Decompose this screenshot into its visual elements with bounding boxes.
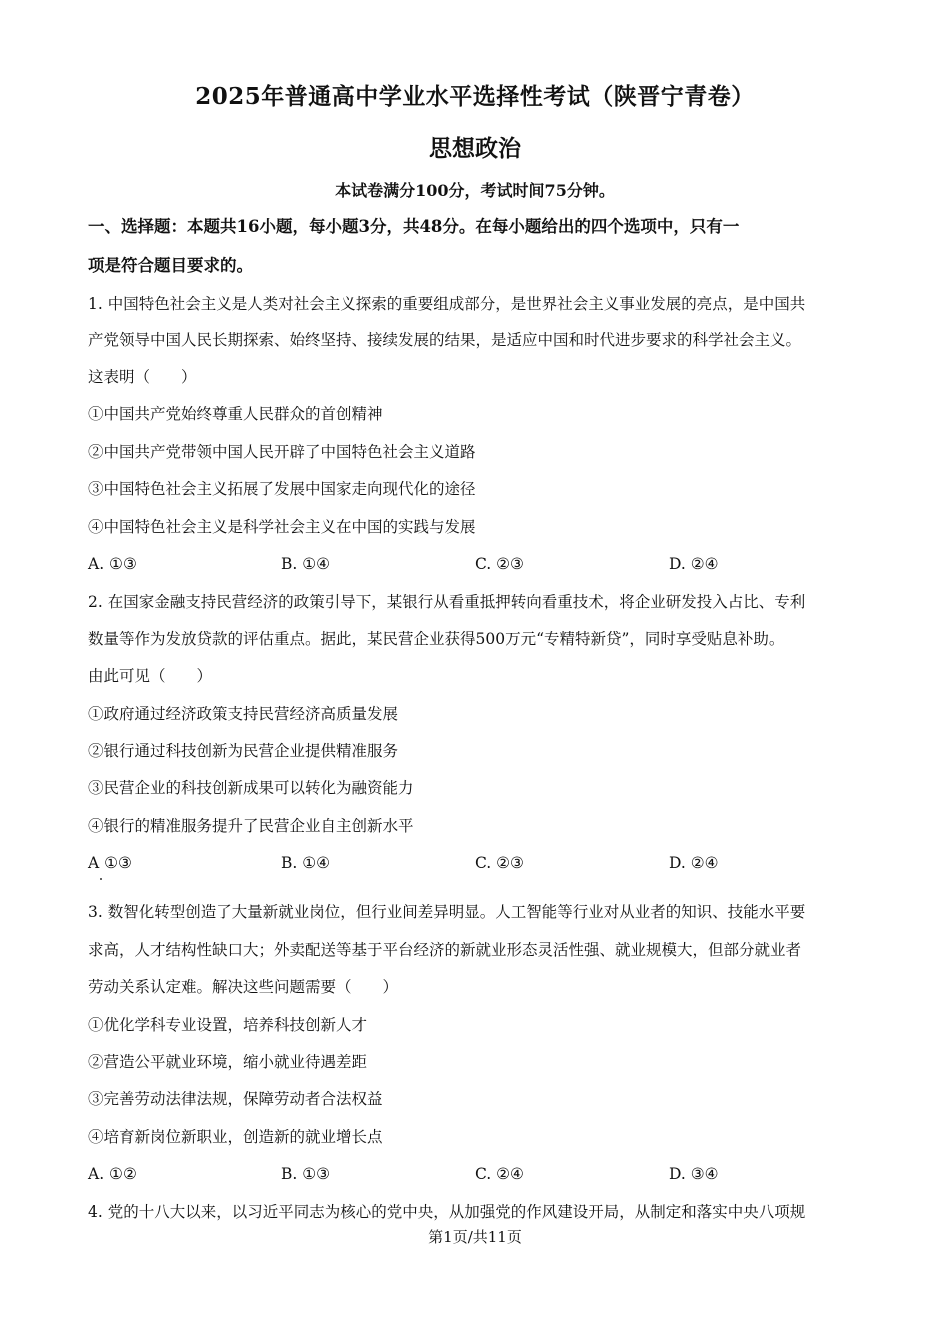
q3-option-a: A. ①② — [88, 1165, 137, 1183]
q3-options — [88, 1162, 868, 1186]
q3-item-2: ②营造公平就业环境，缩小就业待遇差距 — [88, 1053, 368, 1071]
q1-stem-line-3: 这表明（ ） — [88, 368, 197, 386]
q2-item-2: ②银行通过科技创新为民营企业提供精准服务 — [88, 742, 399, 760]
page-footer: 第1页/共11页 — [428, 1228, 522, 1246]
q1-item-3: ③中国特色社会主义拓展了发展中国家走向现代化的途径 — [88, 480, 476, 498]
q1-option-a: A. ①③ — [88, 555, 137, 573]
q1-option-b: B. ①④ — [281, 555, 331, 573]
q3-stem-line-3: 劳动关系认定难。解决这些问题需要（ ） — [88, 978, 399, 996]
q1-stem-line-1: 1. 中国特色社会主义是人类对社会主义探索的重要组成部分，是世界社会主义事业发展的亮点，是中国共 — [88, 295, 806, 313]
q1-item-4: ④中国特色社会主义是科学社会主义在中国的实践与发展 — [88, 518, 476, 536]
q3-item-3: ③完善劳动法律法规，保障劳动者合法权益 — [88, 1090, 383, 1108]
q3-stem-line-2: 求高，人才结构性缺口大；外卖配送等基于平台经济的新就业形态灵活性强、就业规模大，但部分就业者 — [88, 941, 802, 959]
q2-stem-line-1: 2. 在国家金融支持民营经济的政策引导下，某银行从看重抵押转向看重技术，将企业研发投入占比、专利 — [88, 593, 806, 611]
q3-option-c: C. ②④ — [475, 1165, 524, 1183]
q1-item-2: ②中国共产党带领中国人民开辟了中国特色社会主义道路 — [88, 443, 476, 461]
exam-note: 本试卷满分100分，考试时间75分钟。 — [335, 181, 615, 200]
q1-options — [88, 552, 868, 576]
stray-dot — [100, 878, 102, 880]
q2-option-b: B. ①④ — [281, 854, 331, 872]
q3-item-1: ①优化学科专业设置，培养科技创新人才 — [88, 1016, 368, 1034]
q2-item-3: ③民营企业的科技创新成果可以转化为融资能力 — [88, 779, 414, 797]
exam-title: 2025年普通高中学业水平选择性考试（陕晋宁青卷） — [195, 83, 755, 110]
q1-option-d: D. ②④ — [669, 555, 719, 573]
q2-item-1: ①政府通过经济政策支持民营经济高质量发展 — [88, 705, 399, 723]
section-instruction-line-2: 项是符合题目要求的。 — [88, 256, 253, 275]
q3-stem-line-1: 3. 数智化转型创造了大量新就业岗位，但行业间差异明显。人工智能等行业对从业者的知识、技能水平要 — [88, 903, 806, 921]
q4-stem-line-1: 4. 党的十八大以来，以习近平同志为核心的党中央，从加强党的作风建设开局，从制定和落实中央八项规 — [88, 1203, 806, 1221]
q3-option-b: B. ①③ — [281, 1165, 331, 1183]
q1-item-1: ①中国共产党始终尊重人民群众的首创精神 — [88, 405, 383, 423]
q1-stem-line-2: 产党领导中国人民长期探索、始终坚持、接续发展的结果，是适应中国和时代进步要求的科学社会主义。 — [88, 331, 802, 349]
q3-option-d: D. ③④ — [669, 1165, 719, 1183]
q2-stem-line-2: 数量等作为发放贷款的评估重点。据此，某民营企业获得500万元“专精特新贷”，同时享受贴息补助。 — [88, 630, 785, 648]
q2-option-d: D. ②④ — [669, 854, 719, 872]
q2-options — [88, 851, 868, 875]
q2-item-4: ④银行的精准服务提升了民营企业自主创新水平 — [88, 817, 414, 835]
exam-subject: 思想政治 — [429, 135, 521, 162]
section-instruction-line-1: 一、选择题：本题共16小题，每小题3分，共48分。在每小题给出的四个选项中，只有一 — [88, 217, 740, 236]
q2-stem-line-3: 由此可见（ ） — [88, 667, 213, 685]
q1-option-c: C. ②③ — [475, 555, 524, 573]
q2-option-a: A ①③ — [88, 854, 132, 872]
q2-option-c: C. ②③ — [475, 854, 524, 872]
q3-item-4: ④培育新岗位新职业，创造新的就业增长点 — [88, 1128, 383, 1146]
